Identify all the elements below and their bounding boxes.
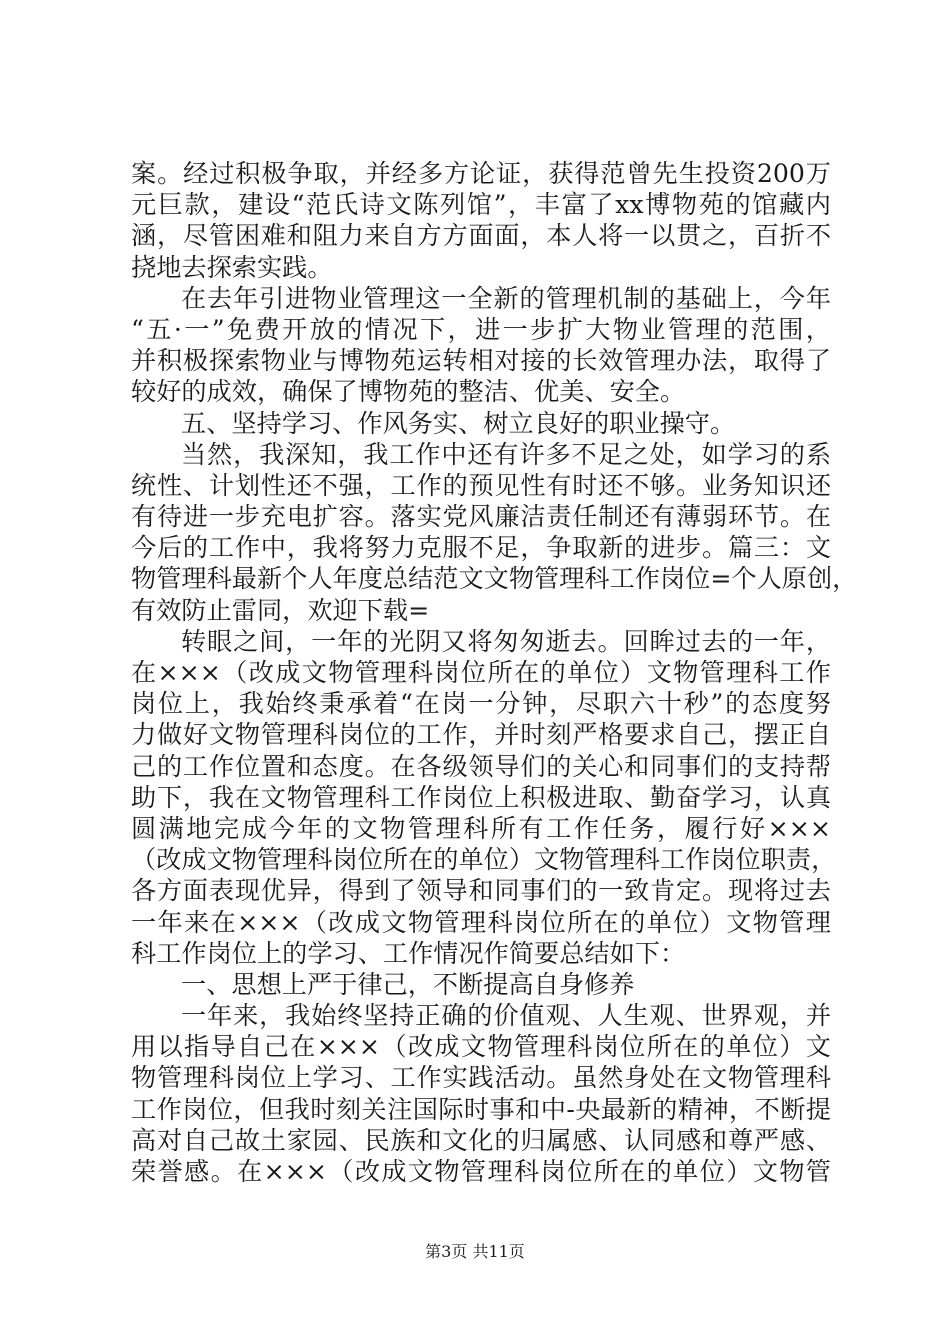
text-line: 各方面表现优异，得到了领导和同事们的一致肯定。现将过去 <box>131 876 831 906</box>
document-body <box>131 158 858 1187</box>
text-line: 涵，尽管困难和阻力来自方方面面，本人将一以贯之，百折不 <box>131 221 831 251</box>
text-line: 挠地去探索实践。 <box>131 252 333 282</box>
text-line: 物管理科最新个人年度总结范文文物管理科工作岗位=个人原创， <box>131 564 858 594</box>
text-line: 己的工作位置和态度。在各级领导们的关心和同事们的支持帮 <box>131 751 831 781</box>
text-line: 元巨款，建设“范氏诗文陈列馆”，丰富了xx博物苑的馆藏内 <box>131 190 831 220</box>
text-line: 圆满地完成今年的文物管理科所有工作任务，履行好××× <box>131 813 831 843</box>
text-line: （改成文物管理科岗位所在的单位）文物管理科工作岗位职责， <box>131 845 837 875</box>
text-line: 今后的工作中，我将努力克服不足，争取新的进步。篇三：文 <box>131 533 831 563</box>
text-line: “五·一”免费开放的情况下，进一步扩大物业管理的范围， <box>131 314 831 344</box>
text-line: 物管理科岗位上学习、工作实践活动。虽然身处在文物管理科 <box>131 1063 831 1093</box>
text-line: 荣誉感。在×××（改成文物管理科岗位所在的单位）文物管 <box>131 1157 831 1186</box>
text-line: 有效防止雷同，欢迎下载= <box>131 595 430 625</box>
text-line: 并积极探索物业与博物苑运转相对接的长效管理办法，取得了 <box>131 346 831 376</box>
text-line: 岗位上，我始终秉承着“在岗一分钟，尽职六十秒”的态度努 <box>131 689 831 719</box>
text-line: 五、坚持学习、作风务实、树立良好的职业操守。 <box>181 408 736 438</box>
text-line: 统性、计划性还不强，工作的预见性有时还不够。业务知识还 <box>131 470 831 500</box>
text-line: 用以指导自己在×××（改成文物管理科岗位所在的单位）文 <box>131 1032 831 1062</box>
text-line: 一年来，我始终坚持正确的价值观、人生观、世界观，并 <box>181 1001 831 1031</box>
text-line: 助下，我在文物管理科工作岗位上积极进取、勤奋学习，认真 <box>131 782 831 812</box>
text-line: 在去年引进物业管理这一全新的管理机制的基础上，今年 <box>181 283 831 313</box>
text-line: 当然，我深知，我工作中还有许多不足之处，如学习的系 <box>181 439 831 469</box>
text-line: 有待进一步充电扩容。落实党风廉洁责任制还有薄弱环节。在 <box>131 502 831 532</box>
text-line: 高对自己故土家园、民族和文化的归属感、认同感和尊严感、 <box>131 1125 831 1155</box>
text-line: 转眼之间，一年的光阴又将匆匆逝去。回眸过去的一年， <box>181 626 831 656</box>
text-line: 案。经过积极争取，并经多方论证，获得范曾先生投资200万 <box>131 159 831 188</box>
text-line: 工作岗位，但我时刻关注国际时事和中-央最新的精神，不断提 <box>131 1094 831 1124</box>
text-line: 较好的成效，确保了博物苑的整洁、优美、安全。 <box>131 377 686 407</box>
text-line: 科工作岗位上的学习、工作情况作简要总结如下： <box>131 938 686 968</box>
text-line: 一、思想上严于律己，不断提高自身修养 <box>181 969 635 999</box>
text-line: 一年来在×××（改成文物管理科岗位所在的单位）文物管理 <box>131 907 831 937</box>
text-line: 在×××（改成文物管理科岗位所在的单位）文物管理科工作 <box>131 658 831 687</box>
page-footer: 第3页 共11页 <box>425 1242 525 1261</box>
text-line: 力做好文物管理科岗位的工作，并时刻严格要求自己，摆正自 <box>131 720 831 750</box>
